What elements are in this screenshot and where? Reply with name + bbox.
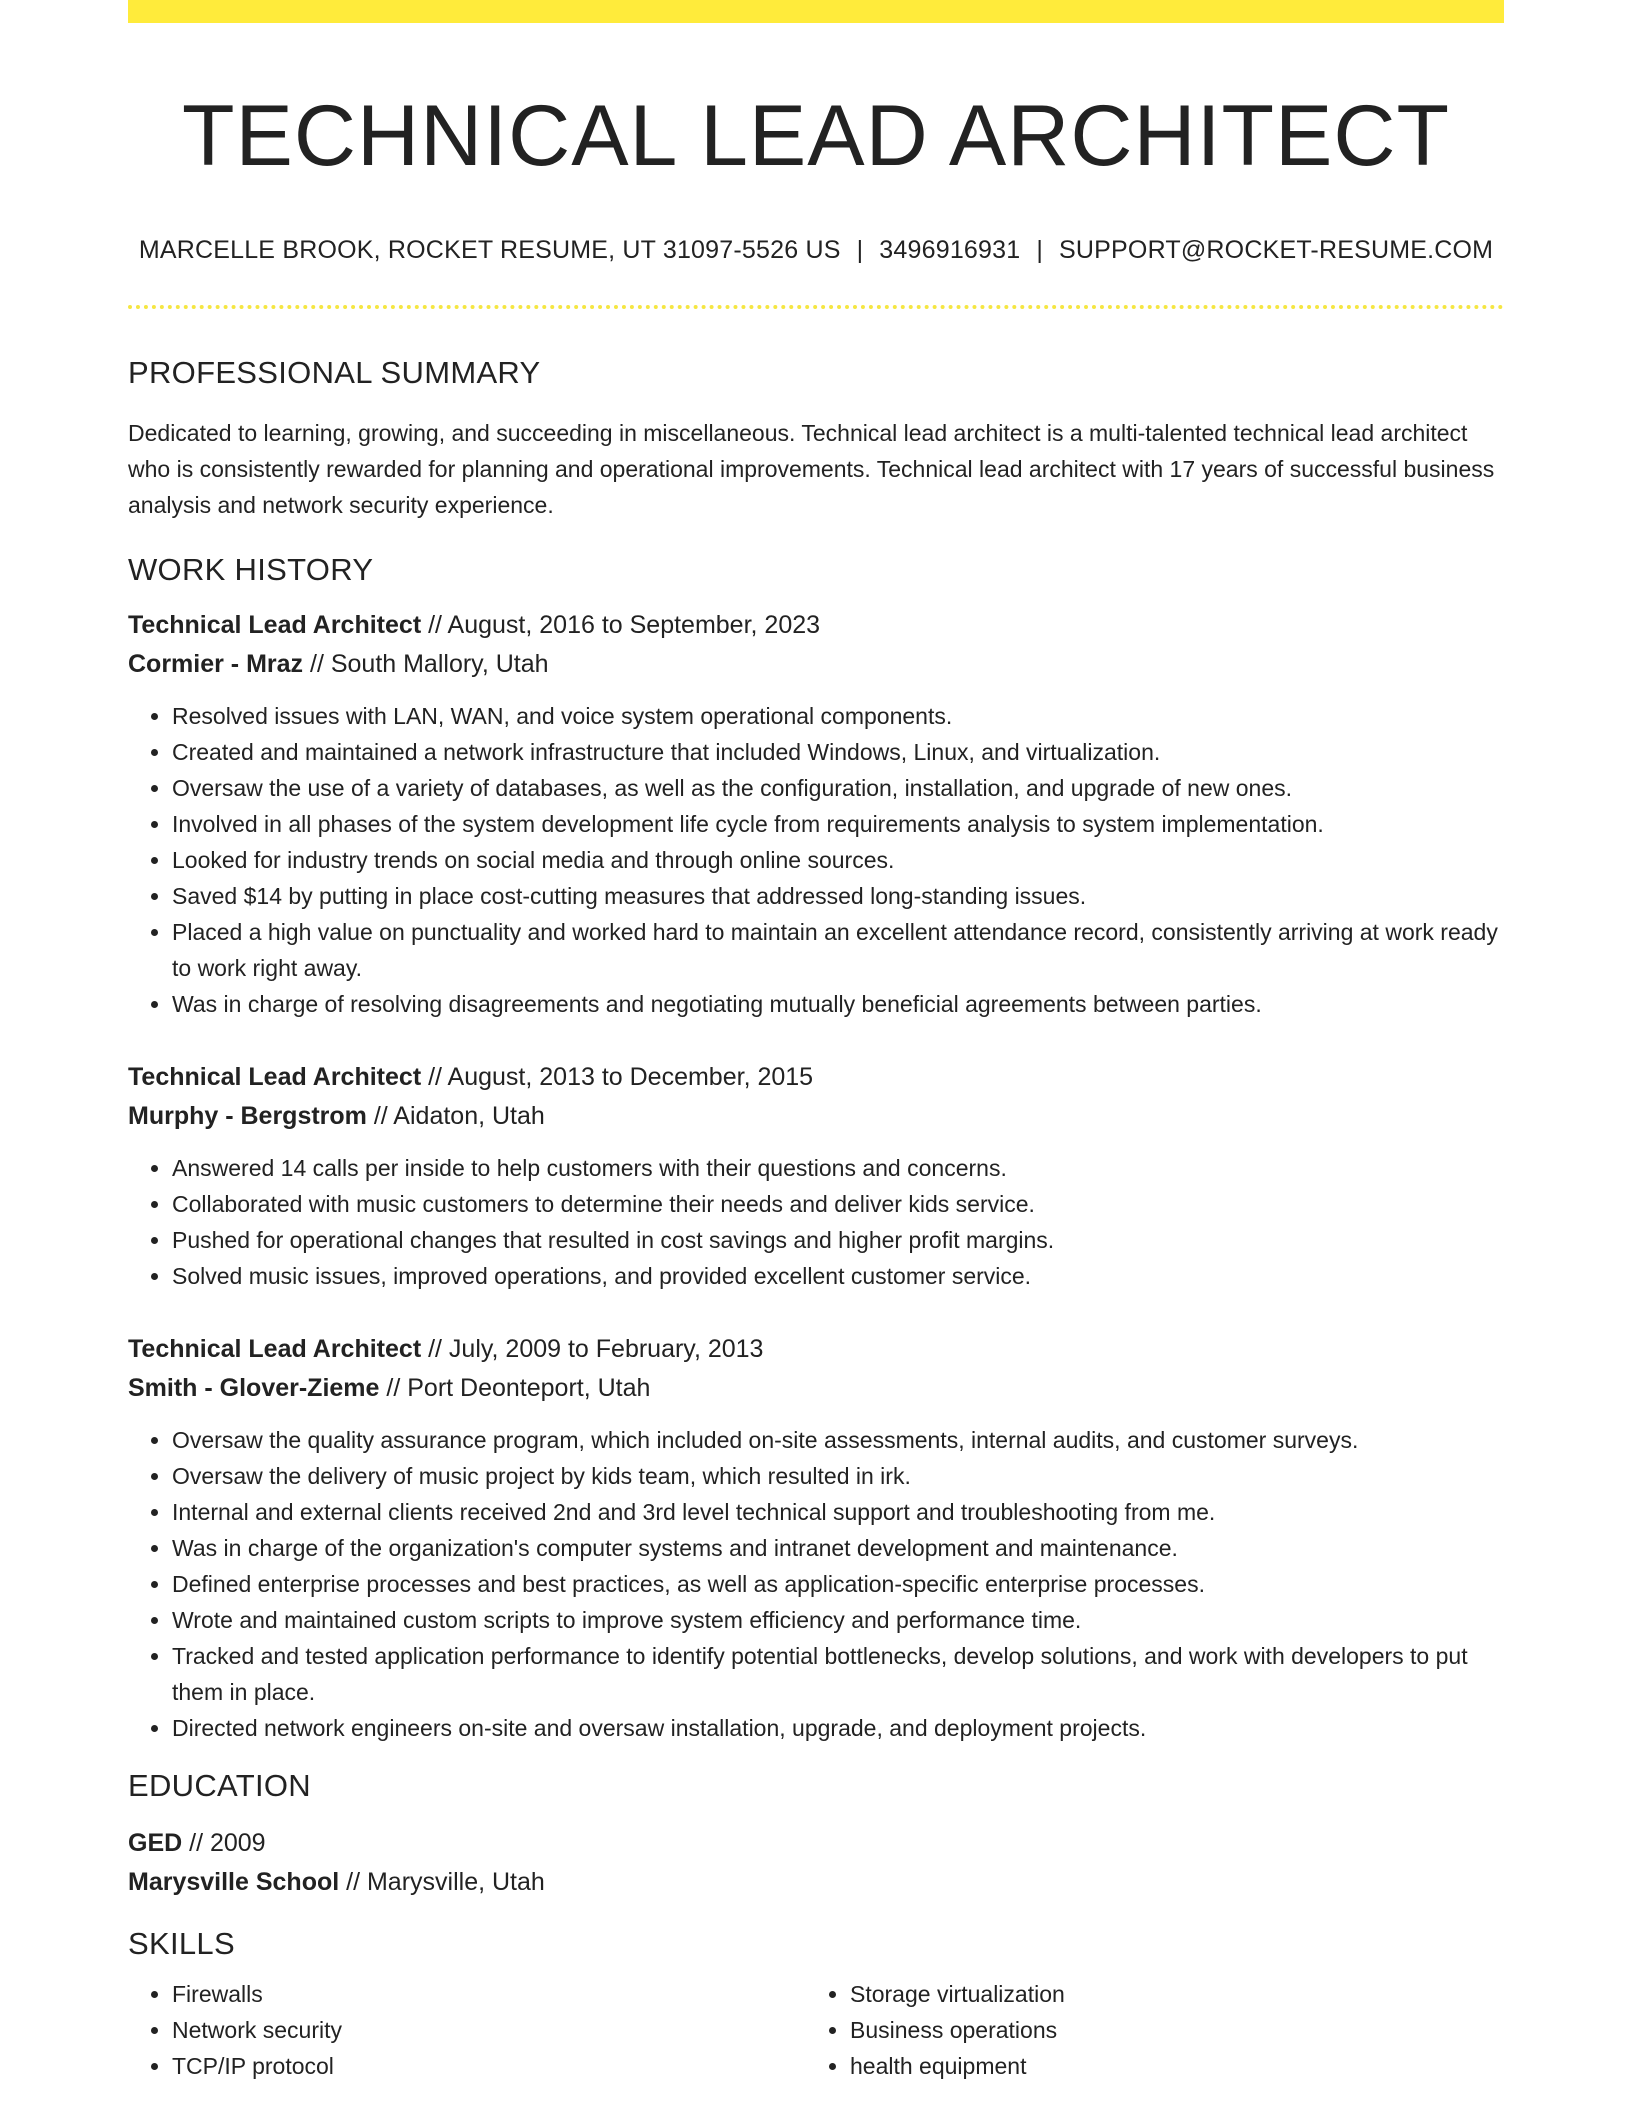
job-company-line <box>128 1097 1504 1136</box>
job-title: Technical Lead Architect <box>128 1062 422 1091</box>
job-bullet: • Collaborated with music customers to determine their needs and deliver kids service. <box>172 1186 1504 1222</box>
job-bullet: • Oversaw the use of a variety of databases, as well as the configuration, installation, and upgrade of new ones. <box>172 770 1504 806</box>
education-school-line <box>128 1863 1504 1902</box>
job-bullet: • Was in charge of resolving disagreements and negotiating mutually beneficial agreements between parties. <box>172 986 1504 1022</box>
skill-item: • Firewalls <box>172 1976 806 2012</box>
dotted-divider <box>128 305 1504 309</box>
contact-phone: 3496916931 <box>879 235 1021 264</box>
job-location: // Port Deonteport, Utah <box>379 1373 651 1402</box>
skills-heading: SKILLS <box>128 1925 235 1961</box>
job-bullet: • Oversaw the delivery of music project by kids team, which resulted in irk. <box>172 1458 1504 1494</box>
resume-page <box>128 0 1504 2084</box>
education-year: // 2009 <box>182 1828 266 1857</box>
job-bullet: • Internal and external clients received 2nd and 3rd level technical support and troubleshooting from me. <box>172 1494 1504 1530</box>
education-degree-line <box>128 1824 1504 1863</box>
job-entry <box>128 1330 1504 1746</box>
education-degree: GED <box>128 1828 183 1857</box>
job-dates: // August, 2013 to December, 2015 <box>421 1062 814 1091</box>
job-bullet: • Defined enterprise processes and best practices, as well as application-specific enterprise processes. <box>172 1566 1504 1602</box>
job-dates: // August, 2016 to September, 2023 <box>421 610 821 639</box>
skills-list <box>128 1976 1504 2084</box>
job-bullet: • Tracked and tested application performance to identify potential bottlenecks, develop solutions, and work with developers to put them in place. <box>172 1638 1504 1710</box>
job-bullet: • Solved music issues, improved operations, and provided excellent customer service. <box>172 1258 1504 1294</box>
job-title-line <box>128 606 1504 645</box>
job-location: // South Mallory, Utah <box>303 649 549 678</box>
work-history-heading: WORK HISTORY <box>128 551 374 587</box>
contact-address: MARCELLE BROOK, ROCKET RESUME, UT 31097-5526 US <box>138 235 841 264</box>
job-company: Cormier - Mraz <box>128 649 304 678</box>
education-location: // Marysville, Utah <box>339 1867 545 1896</box>
job-bullet: • Involved in all phases of the system development life cycle from requirements analysis to system implementation. <box>172 806 1504 842</box>
job-title-line <box>128 1058 1504 1097</box>
skill-item: • Network security <box>172 2012 806 2048</box>
job-entry <box>128 1058 1504 1294</box>
job-bullet: • Resolved issues with LAN, WAN, and voice system operational components. <box>172 698 1504 734</box>
contact-line <box>128 236 1504 265</box>
job-bullet: • Looked for industry trends on social media and through online sources. <box>172 842 1504 878</box>
accent-top-bar <box>128 0 1504 23</box>
job-bullet: • Answered 14 calls per inside to help customers with their questions and concerns. <box>172 1150 1504 1186</box>
job-title-line <box>128 1330 1504 1369</box>
job-company-line <box>128 1369 1504 1408</box>
education-heading: EDUCATION <box>128 1767 311 1803</box>
job-company-line <box>128 645 1504 684</box>
contact-email: SUPPORT@ROCKET-RESUME.COM <box>1059 235 1494 264</box>
skill-item: • Business operations <box>850 2012 1484 2048</box>
job-title: Technical Lead Architect <box>128 1334 422 1363</box>
job-company: Smith - Glover-Zieme <box>128 1373 380 1402</box>
skill-item: • TCP/IP protocol <box>172 2048 806 2084</box>
contact-separator: | <box>1036 235 1044 264</box>
education-school: Marysville School <box>128 1867 340 1896</box>
education-entry <box>128 1824 1504 1902</box>
resume-title: TECHNICAL LEAD ARCHITECT <box>181 88 1451 184</box>
job-entry <box>128 606 1504 1022</box>
skills-column-left <box>128 1976 806 2084</box>
job-bullet: • Created and maintained a network infrastructure that included Windows, Linux, and virtualization. <box>172 734 1504 770</box>
skill-item: • health equipment <box>850 2048 1484 2084</box>
job-dates: // July, 2009 to February, 2013 <box>421 1334 764 1363</box>
job-bullet: • Placed a high value on punctuality and worked hard to maintain an excellent attendance record, consistently arriving at work ready to work right away. <box>172 914 1504 986</box>
summary-heading: PROFESSIONAL SUMMARY <box>128 354 541 390</box>
job-company: Murphy - Bergstrom <box>128 1101 367 1130</box>
job-bullets <box>128 1422 1504 1746</box>
job-bullet: • Was in charge of the organization's computer systems and intranet development and maintenance. <box>172 1530 1504 1566</box>
job-bullets <box>128 698 1504 1022</box>
job-title: Technical Lead Architect <box>128 610 422 639</box>
job-bullets <box>128 1150 1504 1294</box>
summary-text: Dedicated to learning, growing, and succeeding in miscellaneous. Technical lead architect is a multi-talented technical lead architect who is consistently rewarded for planning and operational improvements. Technical lead architect with 17 years of successful business analysis and network security experience. <box>128 419 1495 518</box>
job-bullet: • Directed network engineers on-site and oversaw installation, upgrade, and deployment projects. <box>172 1710 1504 1746</box>
job-bullet: • Saved $14 by putting in place cost-cutting measures that addressed long-standing issues. <box>172 878 1504 914</box>
job-bullet: • Pushed for operational changes that resulted in cost savings and higher profit margins. <box>172 1222 1504 1258</box>
job-location: // Aidaton, Utah <box>366 1101 545 1130</box>
job-bullet: • Oversaw the quality assurance program, which included on-site assessments, internal audits, and customer surveys. <box>172 1422 1504 1458</box>
job-bullet: • Wrote and maintained custom scripts to improve system efficiency and performance time. <box>172 1602 1504 1638</box>
contact-separator: | <box>856 235 864 264</box>
skills-column-right <box>806 1976 1484 2084</box>
skill-item: • Storage virtualization <box>850 1976 1484 2012</box>
